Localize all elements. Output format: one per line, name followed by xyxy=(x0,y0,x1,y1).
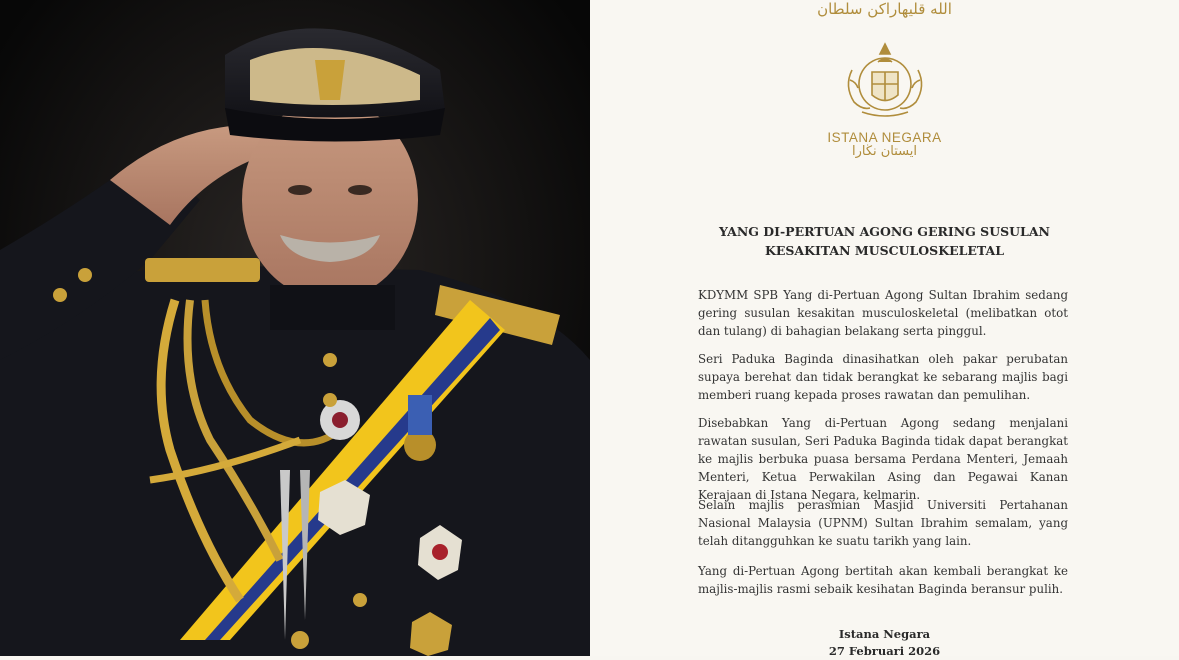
sign-date: 27 Februari 2026 xyxy=(828,644,941,658)
org-name: ISTANA NEGARA xyxy=(827,130,942,145)
sign-place: Istana Negara xyxy=(838,627,931,641)
statement-headline xyxy=(590,222,1179,260)
jawi-header: الله قليهاراكن سلطان xyxy=(817,0,952,18)
portrait-photo xyxy=(0,0,590,656)
paragraph-5: Yang di-Pertuan Agong bertitah akan kembali berangkat ke majlis-majlis rasmi sebaik kesihatan Baginda beransur pulih. xyxy=(698,564,1068,596)
press-statement xyxy=(590,0,1179,656)
paragraph-1: KDYMM SPB Yang di-Pertuan Agong Sultan Ibrahim sedang gering susulan kesakitan musculoskeletal (melibatkan otot dan tulang) di bahagian belakang serta pinggul. xyxy=(698,288,1068,338)
headline-line-2: KESAKITAN MUSCULOSKELETAL xyxy=(764,243,1005,258)
paragraph-4: Selain majlis perasmian Masjid Universiti Pertahanan Nasional Malaysia (UPNM) Sultan Ibrahim semalam, yang telah ditangguhkan ke suatu tarikh yang lain. xyxy=(698,498,1068,548)
headline-line-1: YANG DI-PERTUAN AGONG GERING SUSULAN xyxy=(719,224,1050,239)
paragraph-2: Seri Paduka Baginda dinasihatkan oleh pakar perubatan supaya berehat dan tidak berangkat ke sebarang majlis bagi memberi ruang kepada proses rawatan dan pemulihan. xyxy=(698,352,1068,402)
paragraph-3: Disebabkan Yang di-Pertuan Agong sedang menjalani rawatan susulan, Seri Paduka Baginda tidak dapat berangkat ke majlis berbuka puasa bersama Perdana Menteri, Jemaah Menteri, Ketua Perwakilan Asing dan Pegawai Kanan Kerajaan di Istana Negara, kelmarin. xyxy=(698,416,1068,502)
org-name-jawi: ايستان نڬارا xyxy=(851,144,918,159)
portrait-illustration xyxy=(0,0,590,656)
istana-negara-crest-icon xyxy=(842,40,928,122)
